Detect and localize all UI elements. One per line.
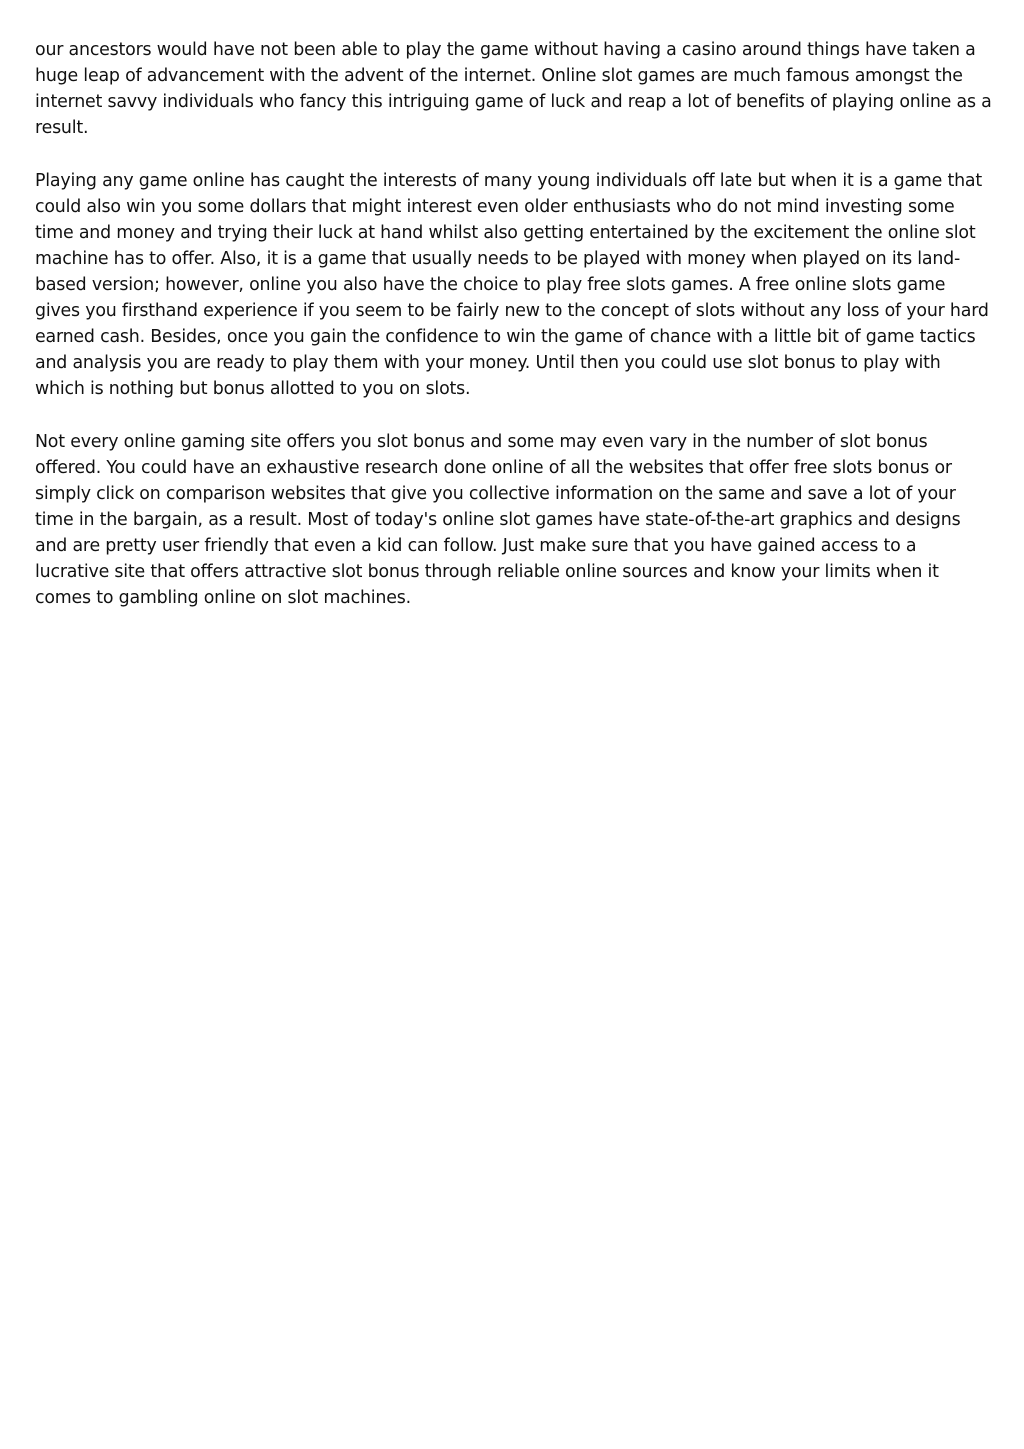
paragraph-2: Playing any game online has caught the interests of many young individuals off late but when it is a game that could also win you some dollars that might interest even older enthusiasts who do not mind investing some time and money and trying their luck at hand whilst also getting entertained by the excitement the online slot machine has to offer. Also, it is a game that usually needs to be played with money when played on its land-based version; however, online you also have the choice to play free slots games. A free online slots game gives you firsthand experience if you seem to be fairly new to the concept of slots without any loss of your hard earned cash. Besides, once you gain the confidence to win the game of chance with a little bit of game tactics and analysis you are ready to play them with your money. Until then you could use slot bonus to play with which is nothing but bonus allotted to you on slots. xyxy=(35,171,989,399)
document-body xyxy=(35,37,995,638)
paragraph-3: Not every online gaming site offers you slot bonus and some may even vary in the number of slot bonus offered. You could have an exhaustive research done online of all the websites that offer free slots bonus or simply click on comparison websites that give you collective information on the same and save a lot of your time in the bargain, as a result. Most of today's online slot games have state-of-the-art graphics and designs and are pretty user friendly that even a kid can follow. Just make sure that you have gained access to a lucrative site that offers attractive slot bonus through reliable online sources and know your limits when it comes to gambling online on slot machines. xyxy=(35,432,961,608)
paragraph-1: our ancestors would have not been able to play the game without having a casino around things have taken a huge leap of advancement with the advent of the internet. Online slot games are much famous amongst the internet savvy individuals who fancy this intriguing game of luck and reap a lot of benefits of playing online as a result. xyxy=(35,40,992,138)
